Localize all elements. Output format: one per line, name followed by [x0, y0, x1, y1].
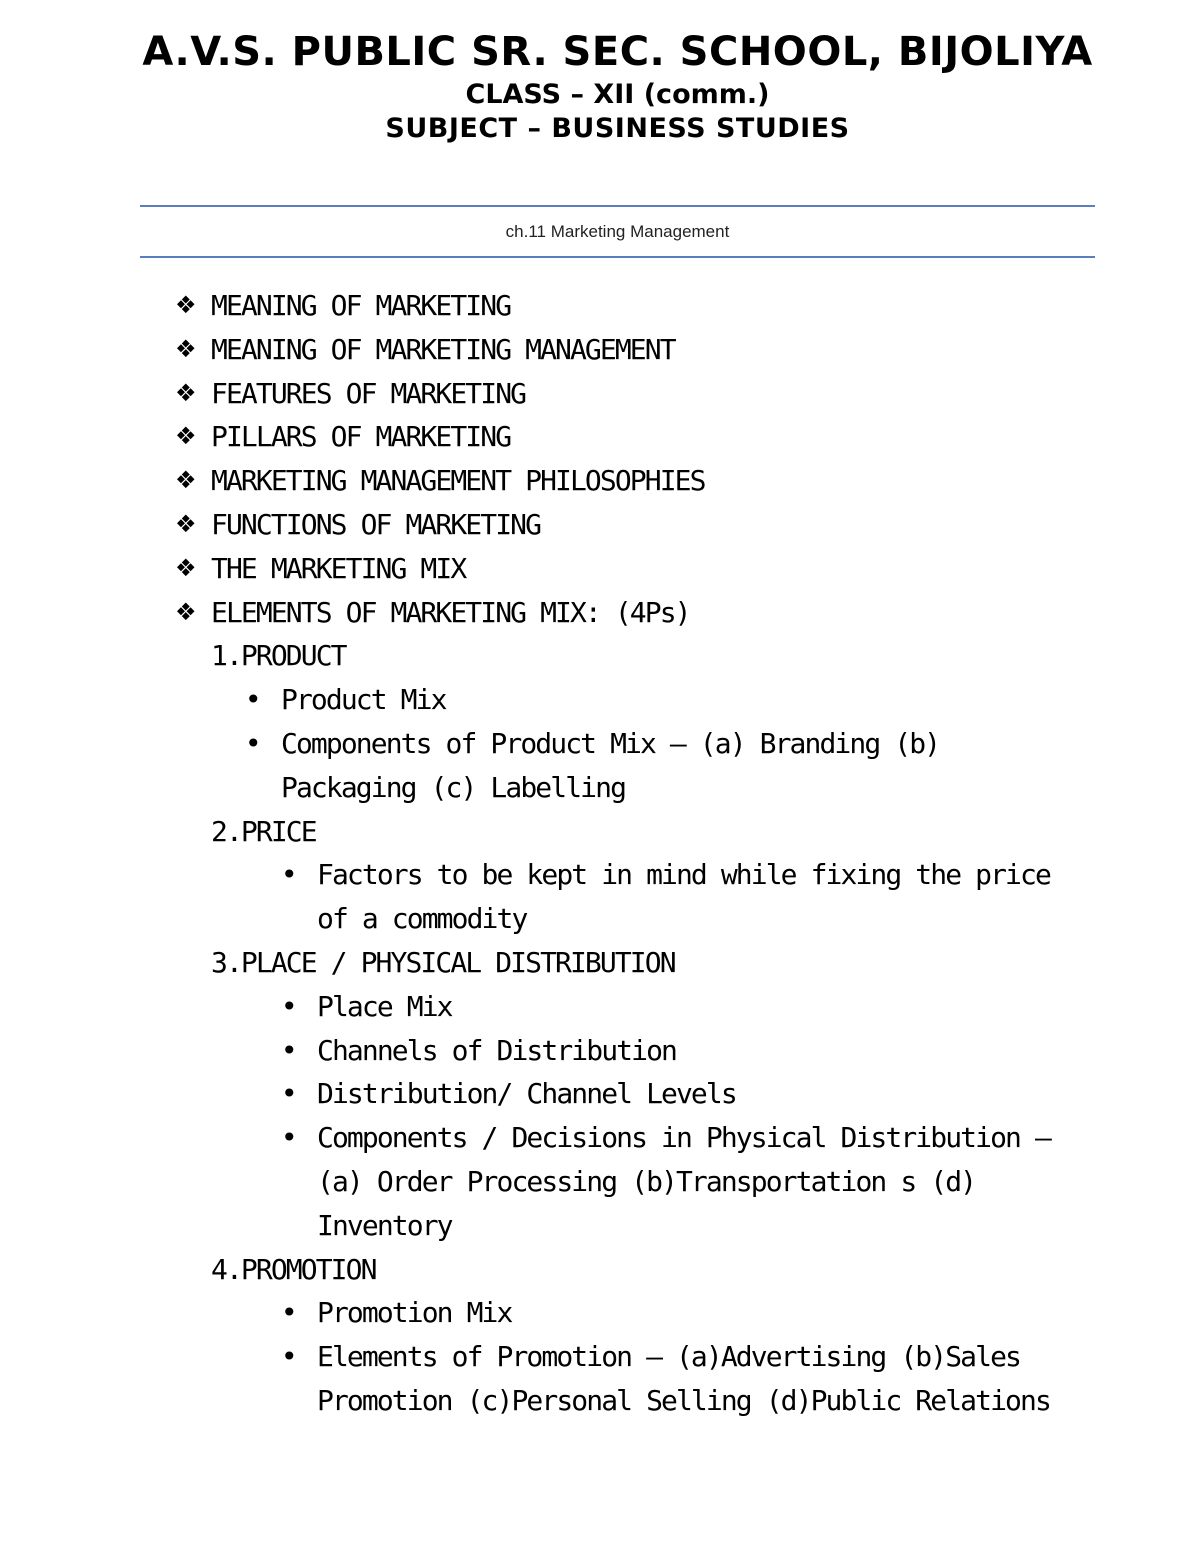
bullet-dot-icon: •	[281, 1077, 298, 1111]
list-item-text: Factors to be kept in mind while fixing the price of a commodity	[317, 858, 1050, 936]
bullet-dot-icon: •	[281, 1296, 298, 1330]
topic-label: ELEMENTS OF MARKETING MIX: (4Ps)	[211, 595, 690, 629]
bullet-dot-icon: •	[245, 726, 262, 760]
diamond-bullet-icon: ❖	[175, 466, 197, 495]
list-item-text: Distribution/ Channel Levels	[317, 1077, 736, 1111]
element-product: 1.PRODUCT	[211, 639, 346, 673]
list-item-text: Promotion Mix	[317, 1296, 512, 1330]
topic-item	[175, 328, 1075, 372]
topic-item	[175, 415, 1075, 459]
list-item-text: Channels of Distribution	[317, 1033, 676, 1067]
bullet-dot-icon: •	[281, 858, 298, 892]
topic-label: MEANING OF MARKETING MANAGEMENT	[211, 332, 675, 366]
list-item-text: Elements of Promotion – (a)Advertising (b)Sales Promotion (c)Personal Selling (d)Public Relations	[317, 1340, 1050, 1417]
list-item-text: Product Mix	[281, 683, 446, 717]
topic-label: THE MARKETING MIX	[211, 551, 466, 585]
bullet-dot-icon: •	[281, 1033, 298, 1067]
topic-item	[175, 459, 1075, 503]
bullet-dot-icon: •	[281, 1340, 298, 1374]
topic-label: FUNCTIONS OF MARKETING	[211, 507, 541, 541]
topic-label: MEANING OF MARKETING	[211, 289, 511, 322]
list-item	[175, 1072, 1075, 1116]
topic-item	[175, 547, 1075, 591]
diamond-bullet-icon: ❖	[175, 597, 197, 626]
list-item	[175, 1116, 1075, 1247]
list-item-text: Components / Decisions in Physical Distribution – (a) Order Processing (b)Transportation s (d) Inventory	[317, 1121, 1050, 1242]
topic-label: FEATURES OF MARKETING	[211, 376, 526, 410]
list-item-text: Components of Product Mix – (a) Branding (b) Packaging (c) Labelling	[281, 726, 940, 804]
list-item	[175, 1291, 1075, 1335]
diamond-bullet-icon: ❖	[175, 509, 197, 538]
class-line: CLASS – XII (comm.)	[465, 79, 770, 110]
topic-item	[175, 372, 1075, 416]
topic-item	[175, 284, 1075, 328]
header-divider-top	[140, 205, 1095, 207]
diamond-bullet-icon: ❖	[175, 378, 197, 407]
subject-line: SUBJECT – BUSINESS STUDIES	[385, 113, 850, 144]
school-name: A.V.S. PUBLIC SR. SEC. SCHOOL, BIJOLIYA	[142, 29, 1093, 75]
diamond-bullet-icon: ❖	[175, 334, 197, 363]
diamond-bullet-icon: ❖	[175, 291, 197, 319]
bullet-dot-icon: •	[281, 989, 298, 1023]
header-divider-bottom	[140, 256, 1095, 258]
element-place: 3.PLACE / PHYSICAL DISTRIBUTION	[211, 945, 675, 979]
list-item-text: Place Mix	[317, 989, 452, 1023]
document-header	[140, 28, 1095, 146]
topic-label: PILLARS OF MARKETING	[211, 420, 511, 454]
topic-item	[175, 591, 1075, 635]
diamond-bullet-icon: ❖	[175, 553, 197, 582]
list-item	[175, 1335, 1075, 1423]
chapter-title: ch.11 Marketing Management	[505, 222, 730, 241]
syllabus-content	[175, 284, 1075, 1423]
list-item	[175, 985, 1075, 1029]
topic-label: MARKETING MANAGEMENT PHILOSOPHIES	[211, 464, 705, 498]
bullet-dot-icon: •	[281, 1121, 298, 1155]
list-item	[175, 678, 1075, 722]
topic-item	[175, 503, 1075, 547]
element-price: 2.PRICE	[211, 814, 316, 848]
diamond-bullet-icon: ❖	[175, 422, 197, 451]
bullet-dot-icon: •	[245, 683, 262, 717]
element-promotion: 4.PROMOTION	[211, 1252, 376, 1286]
list-item	[175, 853, 1075, 941]
list-item	[175, 722, 1075, 810]
list-item	[175, 1029, 1075, 1073]
